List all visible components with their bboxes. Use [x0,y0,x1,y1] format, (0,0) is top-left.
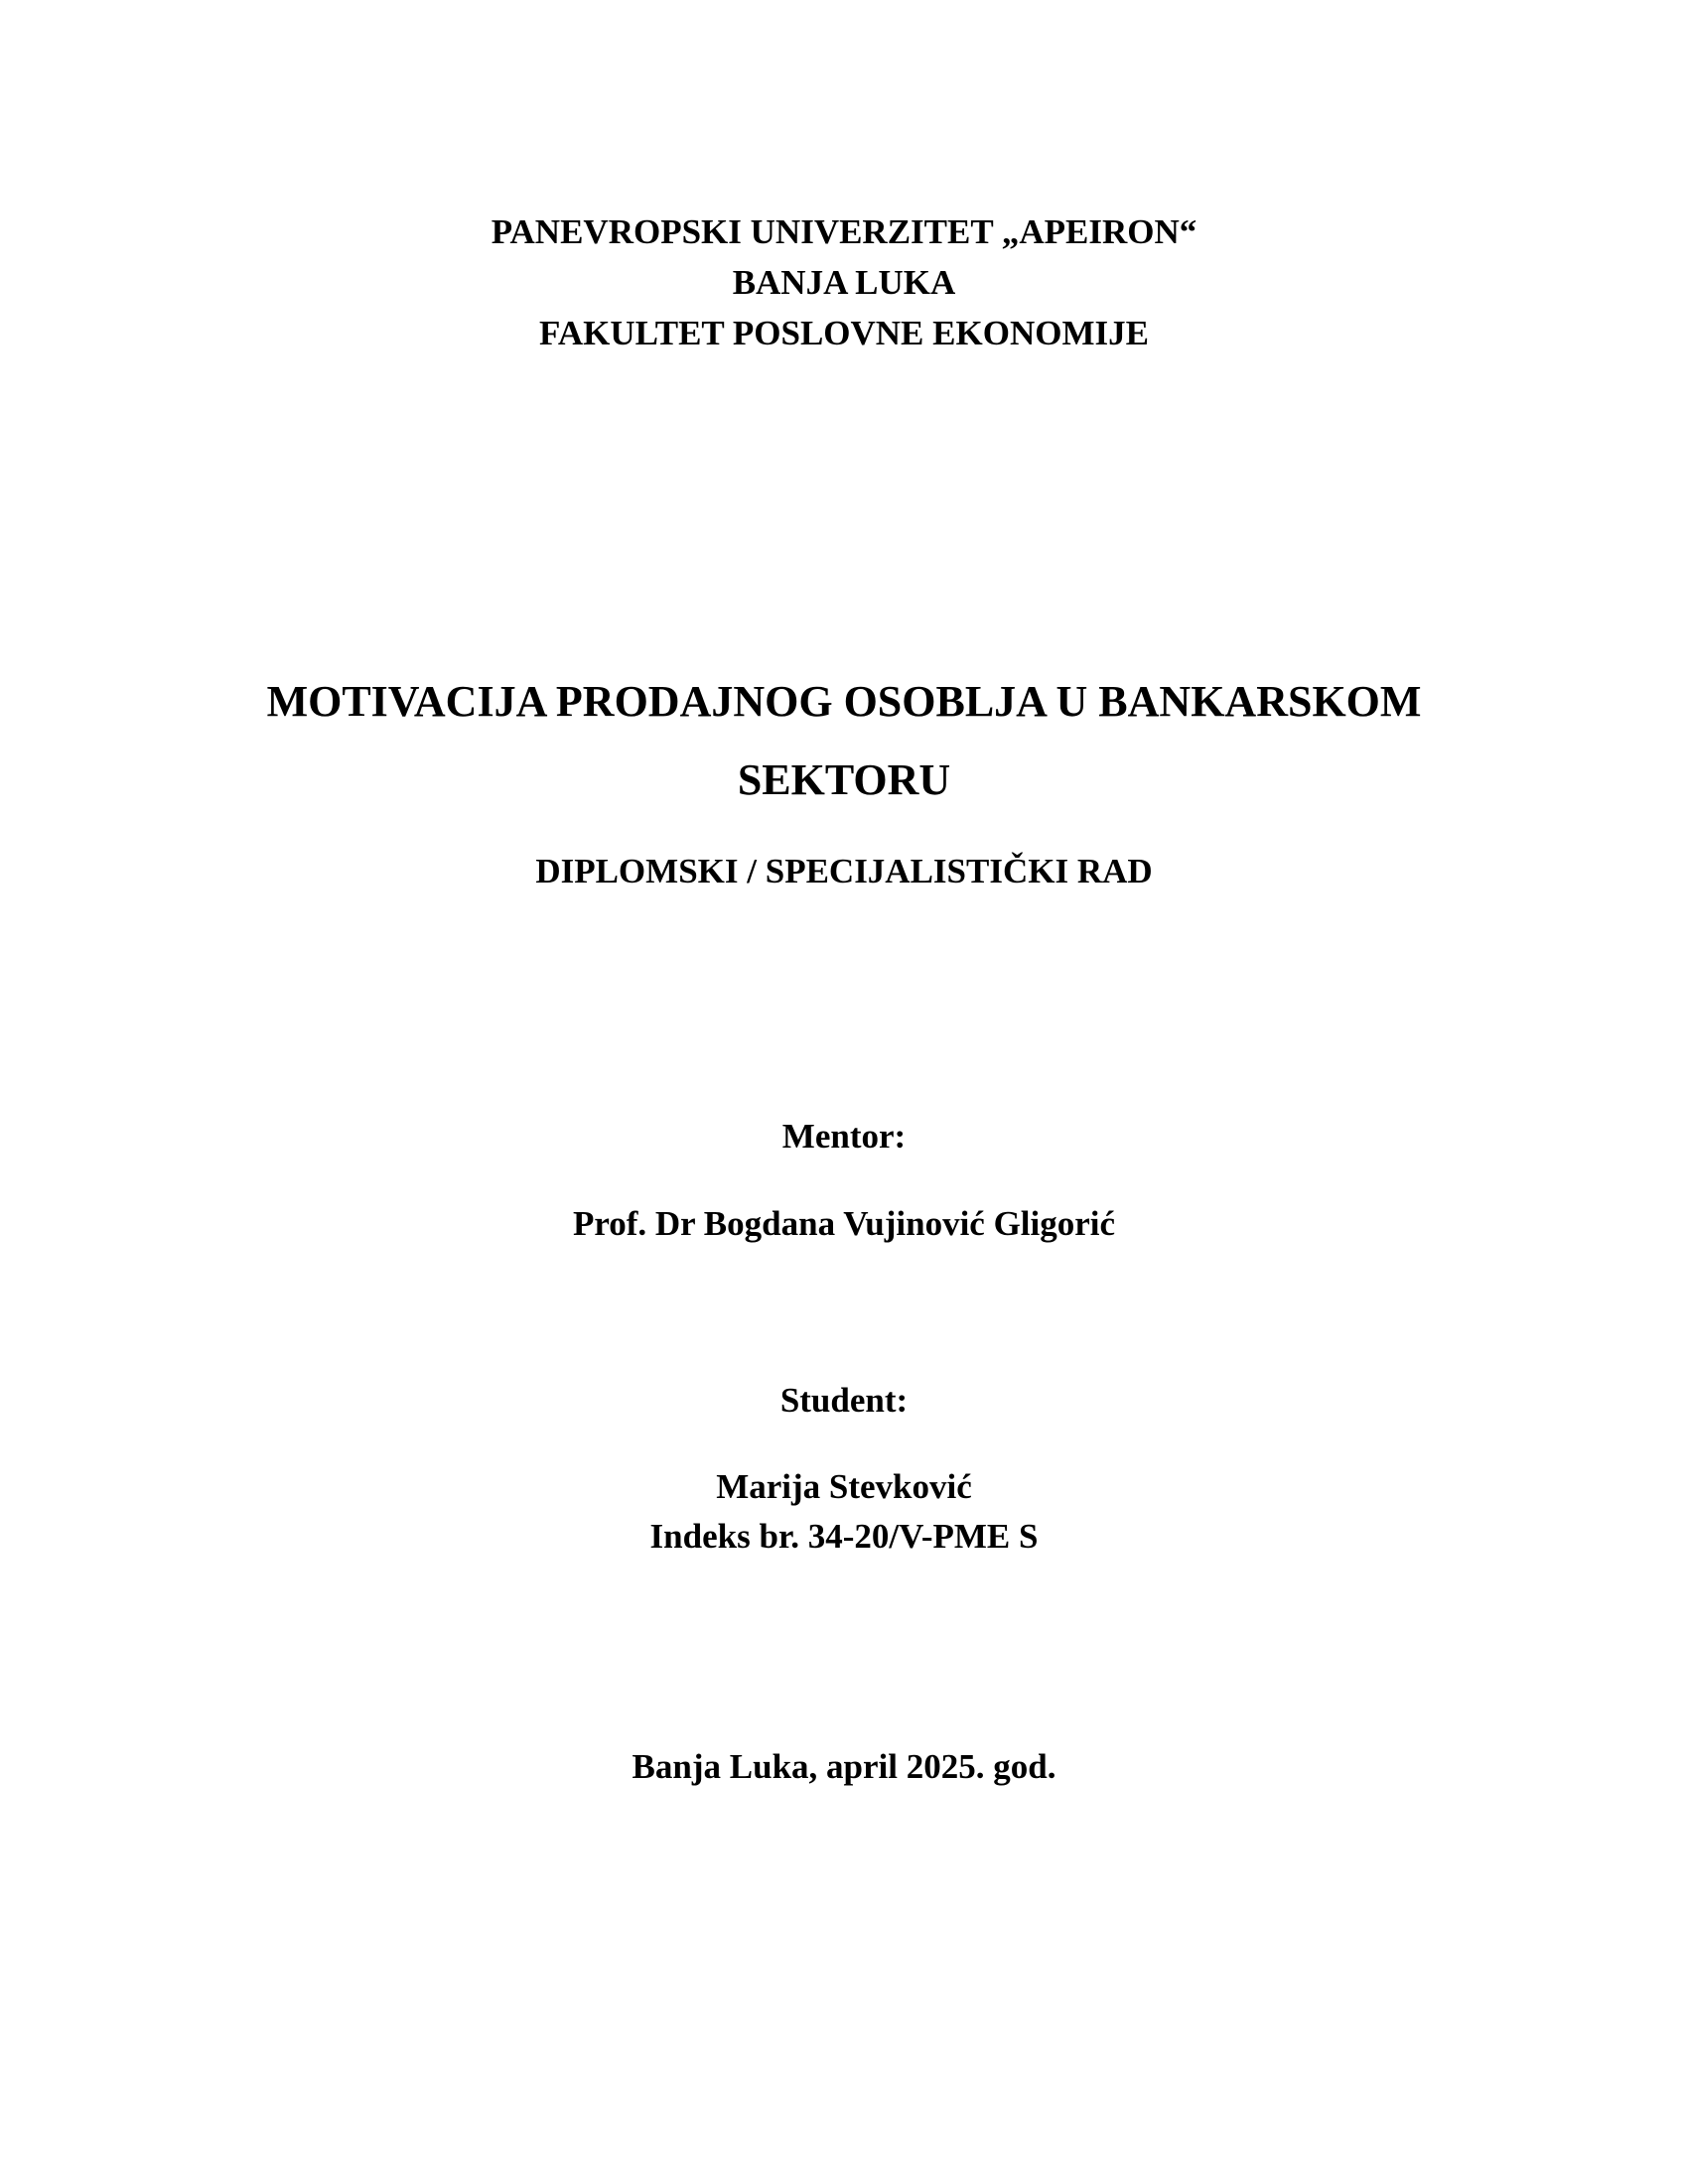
faculty-name: FAKULTET POSLOVNE EKONOMIJE [539,314,1149,352]
thesis-title-line-2: SEKTORU [737,755,951,804]
thesis-title-line-1: MOTIVACIJA PRODAJNOG OSOBLJA U BANKARSKOM [266,677,1422,726]
thesis-type: DIPLOMSKI / SPECIJALISTIČKI RAD [535,852,1153,890]
university-city: BANJA LUKA [732,263,956,302]
student-index: Indeks br. 34-20/V-PME S [649,1517,1039,1556]
mentor-name: Prof. Dr Bogdana Vujinović Gligorić [572,1204,1116,1243]
mentor-label: Mentor: [781,1117,907,1156]
student-name: Marija Stevković [716,1467,972,1506]
student-label: Student: [779,1381,909,1420]
place-and-date: Banja Luka, april 2025. god. [632,1747,1056,1786]
university-name: PANEVROPSKI UNIVERZITET „APEIRON“ [491,212,1197,251]
